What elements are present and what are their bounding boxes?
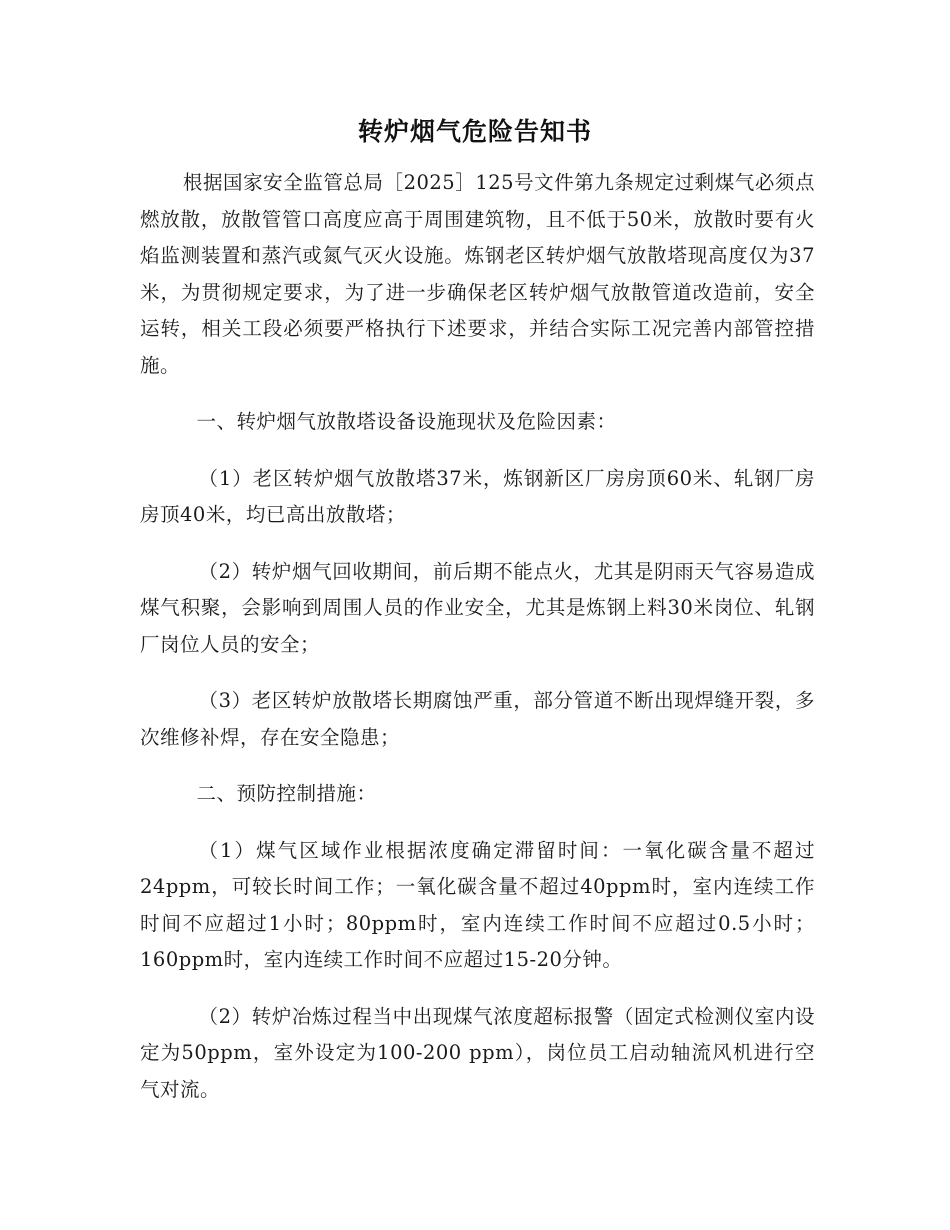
section-2-item-2: （2）转炉冶炼过程当中出现煤气浓度超标报警（固定式检测仪室内设定为50ppm，室外设定为100-200 ppm），岗位员工启动轴流风机进行空气对流。 bbox=[140, 1004, 815, 1101]
section-1-item-2: （2）转炉烟气回收期间，前后期不能点火，尤其是阴雨天气容易造成煤气积聚，会影响到周围人员的作业安全，尤其是炼钢上料30米岗位、轧钢厂岗位人员的安全； bbox=[140, 559, 815, 656]
document-body bbox=[140, 165, 815, 1108]
paragraph-gap bbox=[140, 384, 815, 404]
section-2-item-1: （1）煤气区域作业根据浓度确定滞留时间：一氧化碳含量不超过24ppm，可较长时间工作；一氧化碳含量不超过40ppm时，室内连续工作时间不应超过1小时；80ppm时，室内连续工作时间不应超过0.5小时；160ppm时，室内连续工作时间不应超过15-20分钟。 bbox=[140, 838, 815, 971]
section-1-item-3: （3）老区转炉放散塔长期腐蚀严重，部分管道不断出现焊缝开裂，多次维修补焊，存在安全隐患； bbox=[140, 689, 815, 749]
paragraph-gap bbox=[140, 813, 815, 833]
intro-paragraph: 根据国家安全监管总局［2025］125号文件第九条规定过剩煤气必须点燃放散，放散管管口高度应高于周围建筑物，且不低于50米，放散时要有火焰监测装置和蒸汽或氮气灭火设施。炼钢老区转炉烟气放散塔现高度仅为37米，为贯彻规定要求，为了进一步确保老区转炉烟气放散管道改造前，安全运转，相关工段必须要严格执行下述要求，并结合实际工况完善内部管控措施。 bbox=[140, 171, 815, 377]
section-2-heading: 二、预防控制措施： bbox=[196, 782, 377, 805]
section-1-item-1: （1）老区转炉烟气放散塔37米，炼钢新区厂房房顶60米、轧钢厂房房顶40米，均已高出放散塔； bbox=[140, 466, 815, 526]
document-title: 转炉烟气危险告知书 bbox=[357, 117, 592, 146]
section-1-heading: 一、转炉烟气放散塔设备设施现状及危险因素： bbox=[196, 410, 617, 433]
paragraph-gap bbox=[140, 534, 815, 554]
paragraph-gap bbox=[140, 441, 815, 461]
paragraph-gap bbox=[140, 663, 815, 683]
paragraph-gap bbox=[140, 756, 815, 776]
paragraph-gap bbox=[140, 979, 815, 999]
